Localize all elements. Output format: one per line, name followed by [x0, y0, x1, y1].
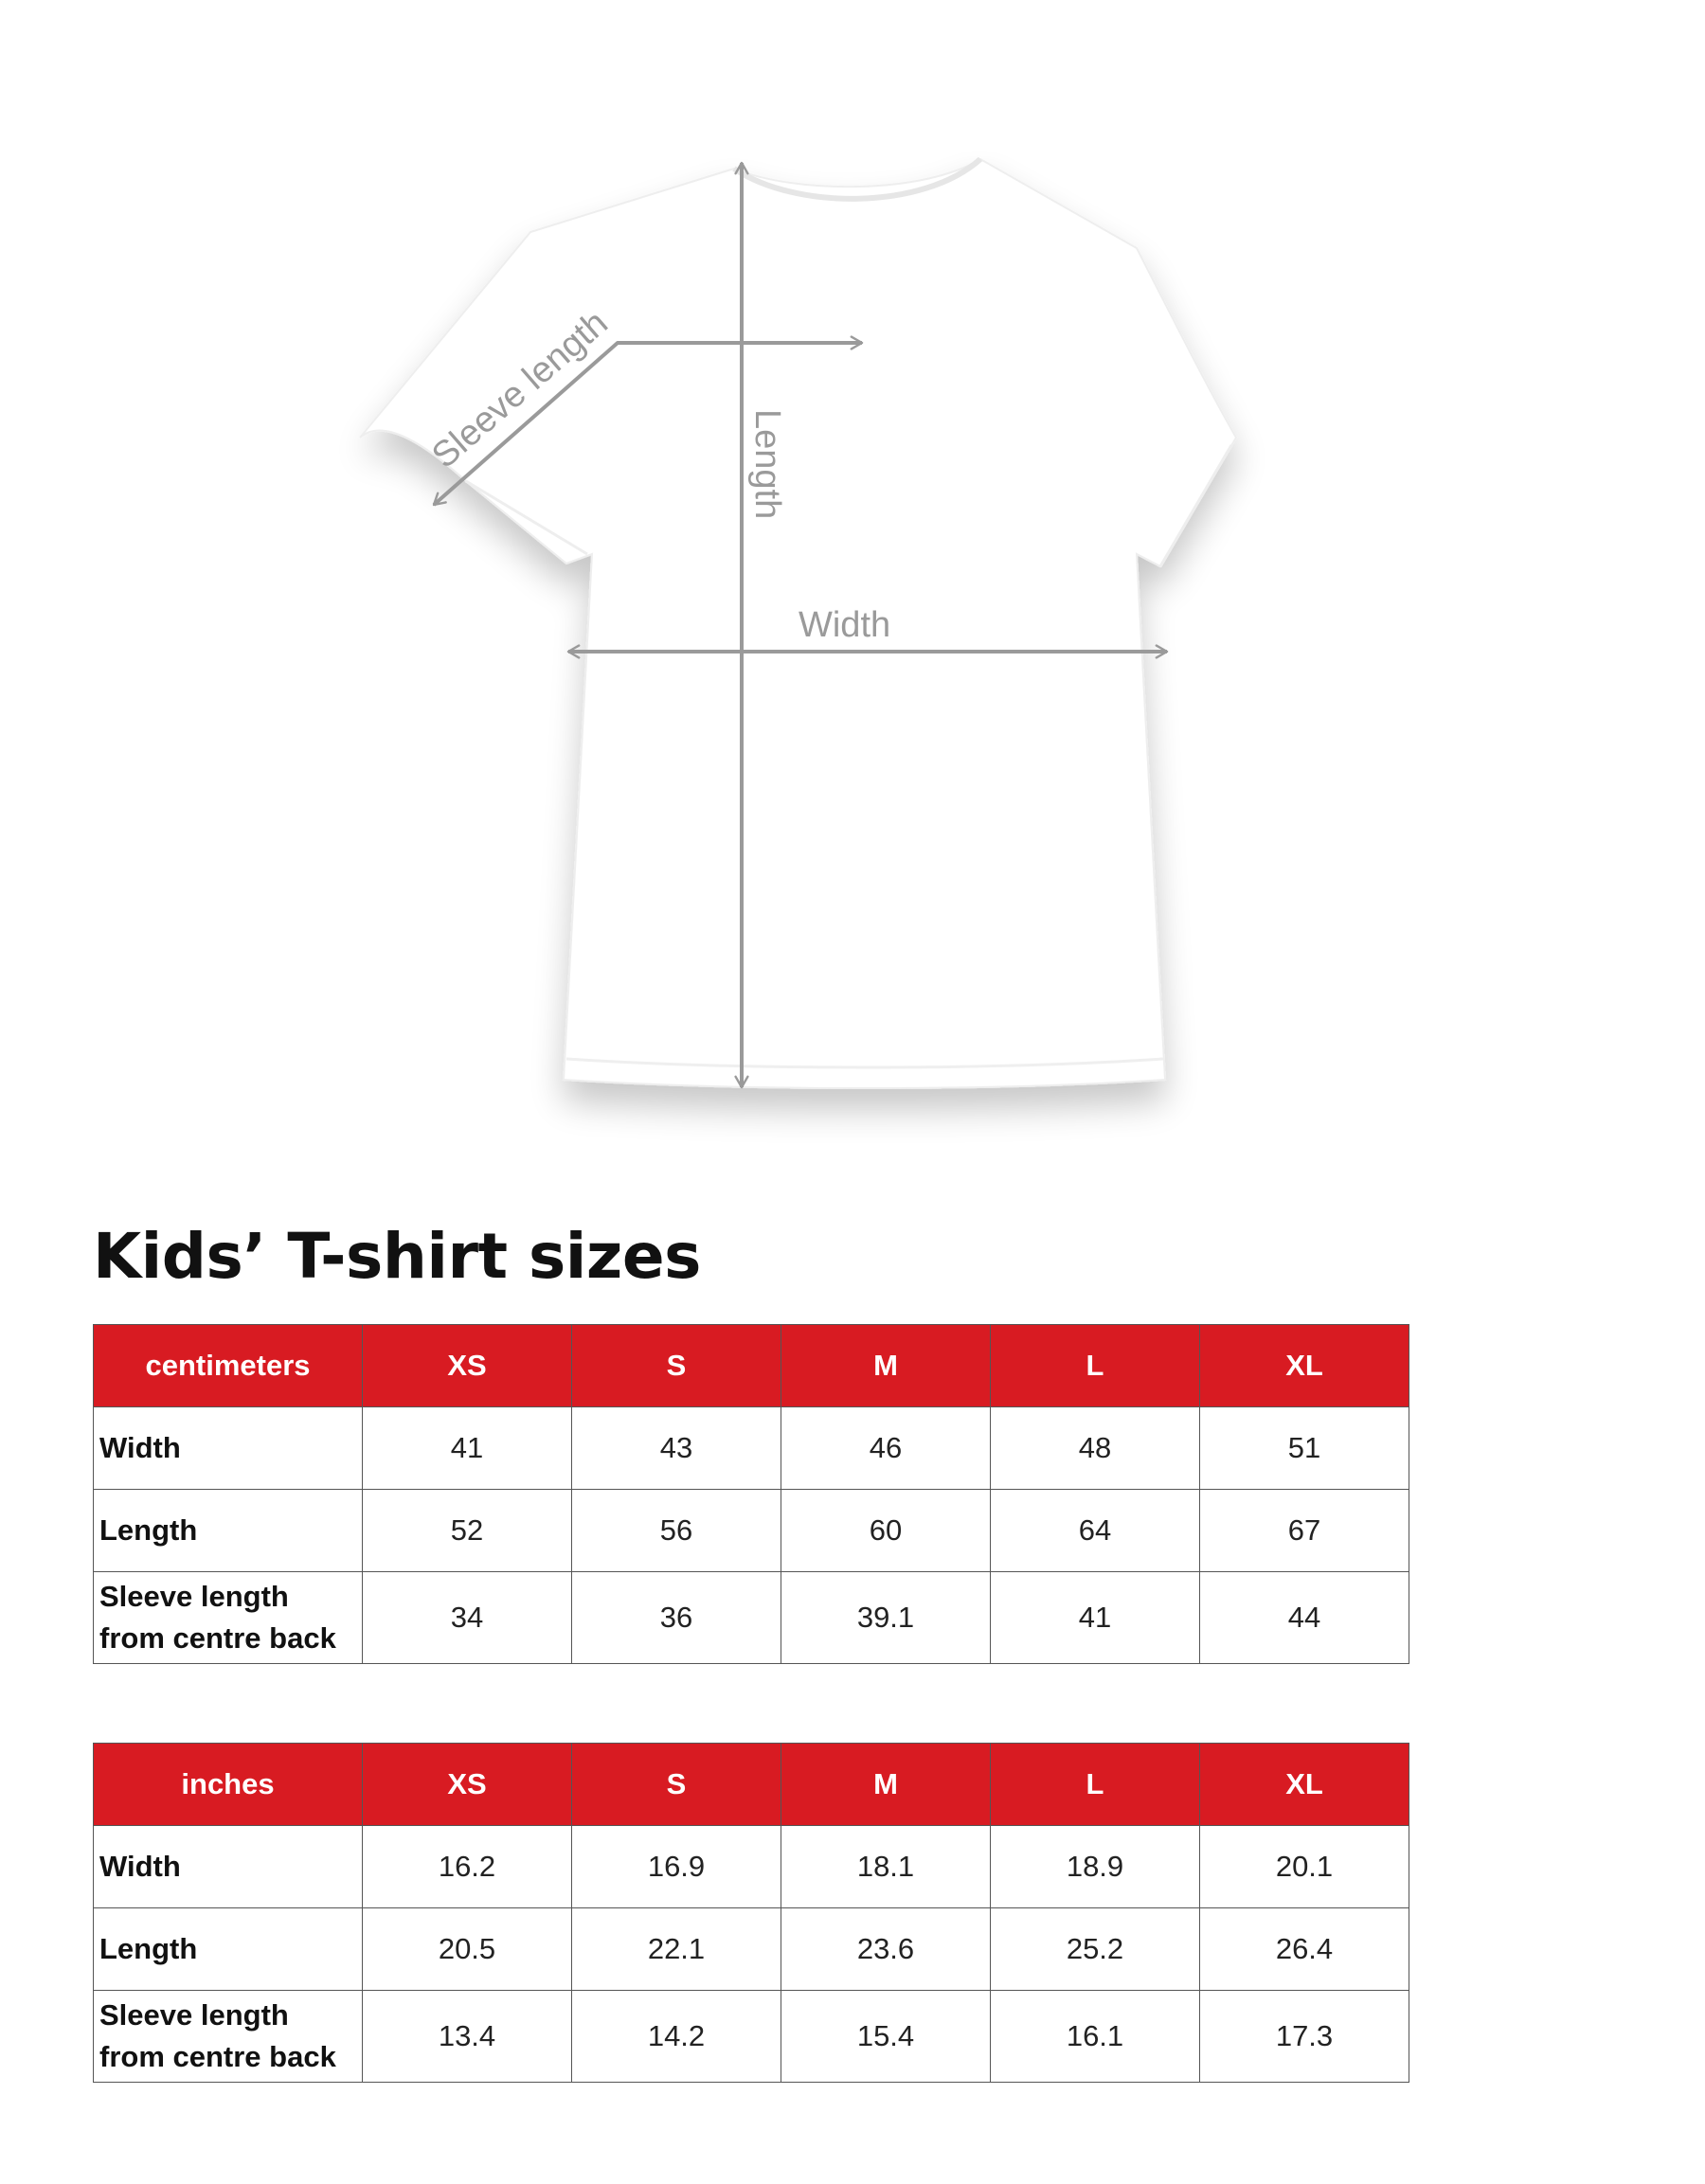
- table-cell: 13.4: [363, 1991, 572, 2083]
- table-header-row: [94, 1744, 1409, 1826]
- row-label: Width: [94, 1826, 363, 1908]
- table-cell: 15.4: [781, 1991, 991, 2083]
- size-header-m: M: [781, 1744, 991, 1826]
- table-cell: 64: [991, 1490, 1200, 1572]
- table-cell: 41: [991, 1572, 1200, 1664]
- length-label: Length: [747, 409, 787, 520]
- table-cell: 16.9: [572, 1826, 781, 1908]
- table-cell: 41: [363, 1407, 572, 1490]
- table-cell: 51: [1200, 1407, 1409, 1490]
- table-cell: 43: [572, 1407, 781, 1490]
- table-row: [94, 1991, 1409, 2083]
- table-cell: 16.1: [991, 1991, 1200, 2083]
- table-cell: 52: [363, 1490, 572, 1572]
- table-cell: 44: [1200, 1572, 1409, 1664]
- table-row: [94, 1826, 1409, 1908]
- table-cell: 26.4: [1200, 1908, 1409, 1991]
- table-cell: 16.2: [363, 1826, 572, 1908]
- row-label: Sleeve length from centre back: [94, 1572, 363, 1664]
- table-cell: 23.6: [781, 1908, 991, 1991]
- size-header-s: S: [572, 1744, 781, 1826]
- width-label: Width: [799, 605, 891, 645]
- table-cell: 56: [572, 1490, 781, 1572]
- table-cell: 60: [781, 1490, 991, 1572]
- row-label: Width: [94, 1407, 363, 1490]
- table-cell: 67: [1200, 1490, 1409, 1572]
- table-cell: 39.1: [781, 1572, 991, 1664]
- table-header-row: [94, 1325, 1409, 1407]
- table-cell: 14.2: [572, 1991, 781, 2083]
- table-cell: 20.1: [1200, 1826, 1409, 1908]
- size-header-m: M: [781, 1325, 991, 1407]
- table-cell: 17.3: [1200, 1991, 1409, 2083]
- size-header-l: L: [991, 1325, 1200, 1407]
- sleeve-length-label: Sleeve length: [424, 303, 616, 476]
- table-cell: 34: [363, 1572, 572, 1664]
- size-header-s: S: [572, 1325, 781, 1407]
- table-row: [94, 1908, 1409, 1991]
- table-cell: 48: [991, 1407, 1200, 1490]
- table-row: [94, 1572, 1409, 1664]
- size-header-l: L: [991, 1744, 1200, 1826]
- size-header-xs: XS: [363, 1744, 572, 1826]
- table-cell: 18.9: [991, 1826, 1200, 1908]
- size-header-xl: XL: [1200, 1325, 1409, 1407]
- page-title: Kids’ T-shirt sizes: [93, 1220, 701, 1293]
- size-header-xs: XS: [363, 1325, 572, 1407]
- row-label: Length: [94, 1908, 363, 1991]
- table-cell: 22.1: [572, 1908, 781, 1991]
- table-cell: 20.5: [363, 1908, 572, 1991]
- row-label: Length: [94, 1490, 363, 1572]
- unit-header: centimeters: [94, 1325, 363, 1407]
- unit-header: inches: [94, 1744, 363, 1826]
- table-cell: 46: [781, 1407, 991, 1490]
- table-row: [94, 1490, 1409, 1572]
- size-header-xl: XL: [1200, 1744, 1409, 1826]
- table-cell: 25.2: [991, 1908, 1200, 1991]
- row-label: Sleeve length from centre back: [94, 1991, 363, 2083]
- table-cell: 18.1: [781, 1826, 991, 1908]
- table-cell: 36: [572, 1572, 781, 1664]
- table-row: [94, 1407, 1409, 1490]
- size-table-centimeters: [93, 1324, 1409, 1664]
- size-table-inches: [93, 1743, 1409, 2083]
